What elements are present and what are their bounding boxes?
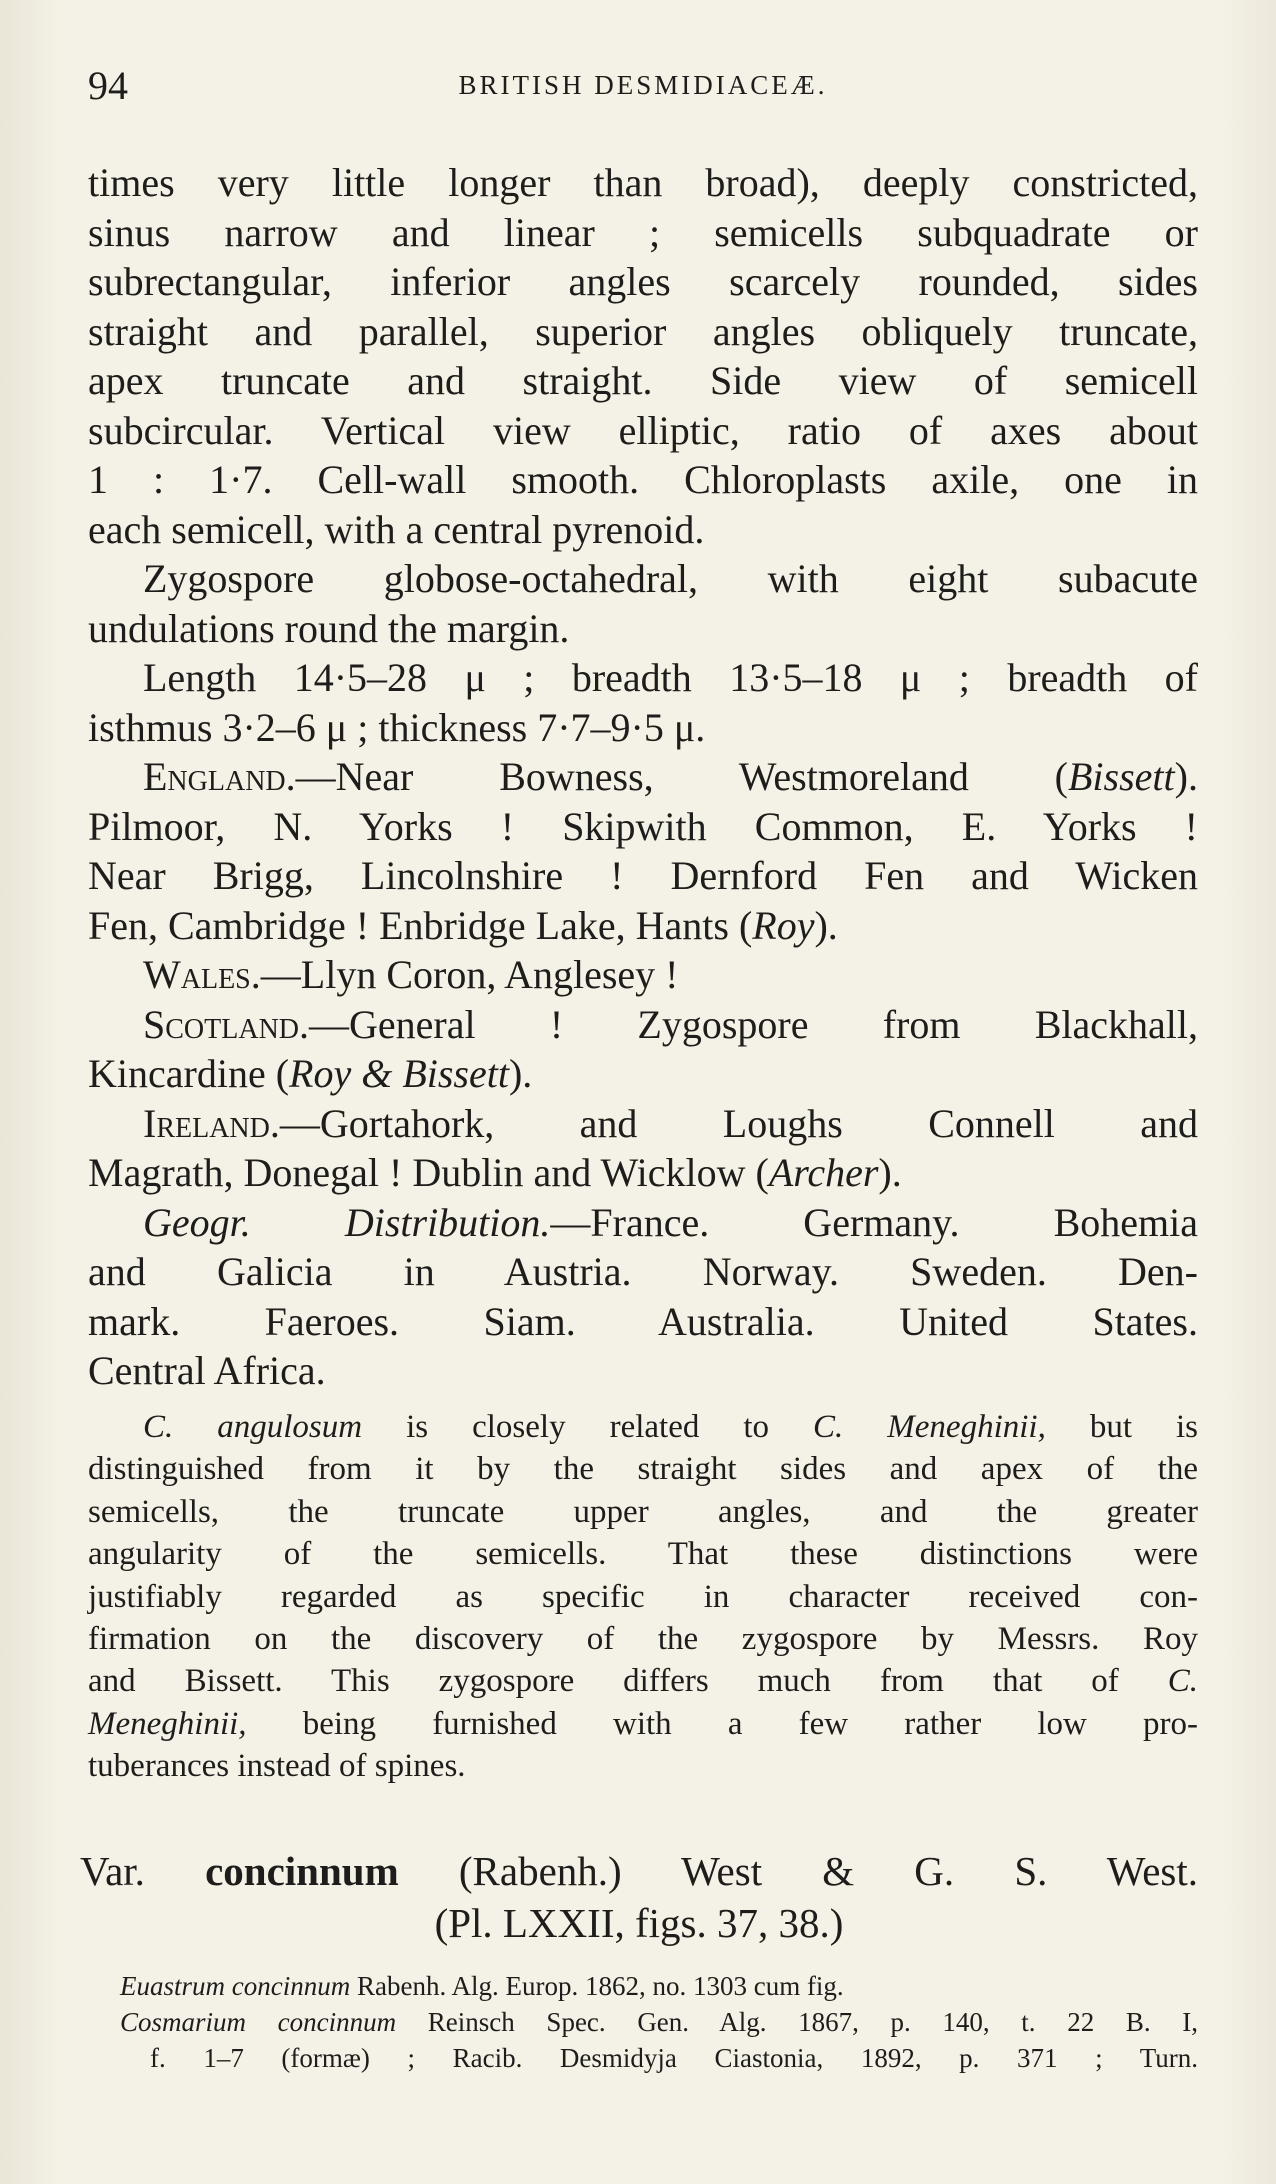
synonymy-references xyxy=(120,1968,1198,2076)
citation-text: Reinsch Spec. Gen. Alg. 1867, p. 140, t. 22 B. I, xyxy=(427,2007,1198,2037)
citation-text: Rabenh. Alg. Europ. 1862, no. 1303 cum fig. xyxy=(356,1971,844,2001)
variety-heading xyxy=(80,1845,1198,1949)
page-number: 94 xyxy=(88,63,128,108)
note-line: semicells, the truncate upper angles, and the greater xyxy=(88,1493,1198,1530)
punctuation: ). xyxy=(1174,754,1198,799)
variety-prefix: Var. xyxy=(80,1848,145,1894)
distribution-label: Geogr. Distribution. xyxy=(143,1199,551,1245)
reference-line xyxy=(120,1968,1198,2004)
note-line: firmation on the discovery of the zygospore by Messrs. Roy xyxy=(88,1620,1198,1657)
scotland-line xyxy=(88,1000,1198,1050)
note-line: tuberances instead of spines. xyxy=(88,1748,466,1785)
description-line: each semicell, with a central pyrenoid. xyxy=(88,506,705,552)
variety-authority: (Rabenh.) West & G. S. West. xyxy=(458,1848,1199,1894)
distribution-line: mark. Faeroes. Siam. Australia. United States. xyxy=(88,1298,1198,1344)
punctuation: ). xyxy=(508,1051,533,1096)
punctuation: ). xyxy=(814,902,838,948)
genus-abbrev: C. xyxy=(1167,1663,1198,1700)
region-label-scotland: Scotland. xyxy=(143,1001,310,1047)
region-label-wales: Wales. xyxy=(143,952,261,997)
collector-name: Archer xyxy=(768,1150,879,1195)
description-line: subrectangular, inferior angles scarcely rounded, sides xyxy=(88,259,1198,304)
punctuation: ). xyxy=(878,1150,902,1195)
distribution-text: —France. Germany. Bohemia xyxy=(550,1199,1198,1245)
collector-name: Roy xyxy=(752,902,815,948)
region-label-england: England. xyxy=(143,754,296,799)
note-line: angularity of the semicells. That these distinctions were xyxy=(88,1536,1198,1573)
note-text: and Bissett. This zygospore differs much from that of xyxy=(88,1663,1119,1700)
running-title: BRITISH DESMIDIACEÆ. xyxy=(458,70,828,100)
description-line: straight and parallel, superior angles obliquely truncate, xyxy=(88,308,1198,354)
england-line xyxy=(88,901,1198,951)
zygospore-line: Zygospore globose-octahedral, with eight subacute xyxy=(143,556,1198,601)
collector-name: Bissett xyxy=(1068,754,1175,799)
ireland-line xyxy=(88,1148,1198,1198)
note-line: distinguished from it by the straight sides and apex of the xyxy=(88,1451,1198,1488)
dimensions-line: isthmus 3·2–6 μ ; thickness 7·7–9·5 μ. xyxy=(88,704,706,750)
locality-text: Kincardine ( xyxy=(88,1051,290,1096)
zygospore-line: undulations round the margin. xyxy=(88,605,570,651)
species-name: C. Meneghinii, xyxy=(813,1409,1046,1445)
england-line: Near Brigg, Lincolnshire ! Dernford Fen and Wicken xyxy=(88,853,1198,898)
collector-name: Roy & Bissett xyxy=(289,1051,509,1096)
species-description xyxy=(88,158,1198,1396)
note-line xyxy=(88,1406,1198,1448)
variety-name: concinnum xyxy=(205,1848,399,1894)
locality-text: —Gortahork, and Loughs Connell and xyxy=(279,1100,1198,1146)
note-line: justifiably regarded as specific in character received con- xyxy=(88,1578,1198,1615)
dimensions-line: Length 14·5–28 μ ; breadth 13·5–18 μ ; breadth of xyxy=(143,655,1198,700)
region-label-ireland: Ireland. xyxy=(143,1100,280,1146)
note-line xyxy=(88,1660,1198,1702)
note-text: but is xyxy=(1089,1409,1199,1445)
wales-line xyxy=(88,950,1198,1000)
reference-line xyxy=(120,2004,1198,2040)
england-line: Pilmoor, N. Yorks ! Skipwith Common, E. Yorks ! xyxy=(88,803,1198,849)
description-line: 1 : 1·7. Cell-wall smooth. Chloroplasts axile, one in xyxy=(88,457,1198,502)
note-text: being furnished with a few rather low pro- xyxy=(302,1705,1199,1742)
taxon-name: Euastrum concinnum xyxy=(120,1971,351,2001)
description-line: sinus narrow and linear ; semicells subquadrate or xyxy=(88,209,1198,255)
description-line: apex truncate and straight. Side view of semicell xyxy=(88,358,1198,403)
variety-title-line xyxy=(80,1845,1198,1897)
ireland-line xyxy=(88,1099,1198,1149)
locality-text: —Near Bowness, Westmoreland ( xyxy=(295,754,1068,799)
page-header xyxy=(88,62,1198,122)
reference-line: f. 1–7 (formæ) ; Racib. Desmidyja Ciastonia, 1892, p. 371 ; Turn. xyxy=(150,2043,1198,2073)
plate-reference: (Pl. LXXII, figs. 37, 38.) xyxy=(434,1900,844,1946)
description-line: subcircular. Vertical view elliptic, ratio of axes about xyxy=(88,407,1198,453)
note-text: is closely related to xyxy=(406,1409,770,1445)
distribution-line xyxy=(88,1198,1198,1248)
description-line: times very little longer than broad), deeply constricted, xyxy=(88,160,1198,205)
distribution-line: Central Africa. xyxy=(88,1348,326,1393)
england-line xyxy=(88,752,1198,802)
distribution-line: and Galicia in Austria. Norway. Sweden. Den- xyxy=(88,1249,1198,1294)
locality-text: Magrath, Donegal ! Dublin and Wicklow ( xyxy=(88,1150,769,1195)
taxon-name: Cosmarium concinnum xyxy=(120,2007,397,2037)
species-name: Meneghinii, xyxy=(88,1705,247,1742)
locality-text: Fen, Cambridge ! Enbridge Lake, Hants ( xyxy=(88,902,753,948)
locality-text: —Llyn Coron, Anglesey ! xyxy=(260,952,679,997)
scotland-line xyxy=(88,1049,1198,1099)
locality-text: —General ! Zygospore from Blackhall, xyxy=(309,1001,1198,1047)
taxonomic-note xyxy=(88,1406,1198,1788)
species-name: C. angulosum xyxy=(143,1409,363,1445)
note-line xyxy=(88,1703,1198,1745)
